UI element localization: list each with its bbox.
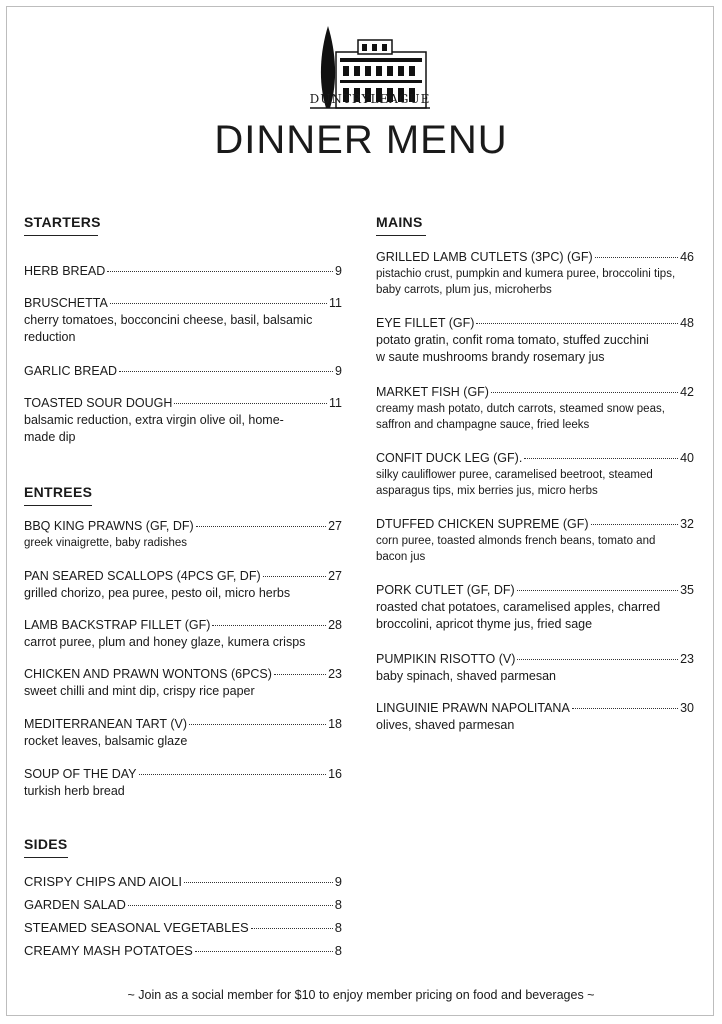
side-item: CRISPY CHIPS AND AIOLI 9 bbox=[24, 874, 342, 889]
brand-name: DUNTRYLEAGUE bbox=[309, 92, 431, 106]
starter-item: TOASTED SOUR DOUGH 11 balsamic reduction, extra virgin olive oil, home- made dip bbox=[24, 396, 342, 444]
main-item: PUMPIKIN RISOTTO (V) 23 baby spinach, shaved parmesan bbox=[376, 652, 694, 683]
starter-item: HERB BREAD 9 bbox=[24, 264, 342, 278]
starter-item: GARLIC BREAD 9 bbox=[24, 364, 342, 378]
starter-item: BRUSCHETTA 11 cherry tomatoes, bocconcini cheese, basil, balsamic reduction bbox=[24, 296, 342, 344]
side-item: GARDEN SALAD 8 bbox=[24, 897, 342, 912]
main-item: MARKET FISH (GF) 42 creamy mash potato, dutch carrots, steamed snow peas, saffron and champagne sauce, fried leeks bbox=[376, 385, 694, 431]
page-title: DINNER MENU bbox=[214, 118, 508, 162]
sides-heading: SIDES bbox=[24, 836, 68, 858]
main-item: EYE FILLET (GF) 48 potato gratin, confit roma tomato, stuffed zucchini w saute mushrooms brandy rosemary jus bbox=[376, 316, 694, 364]
main-item: GRILLED LAMB CUTLETS (3PC) (GF) 46 pistachio crust, pumpkin and kumera puree, broccolini tips, baby carrots, plum jus, microherbs bbox=[376, 250, 694, 296]
membership-footer: ~ Join as a social member for $10 to enjoy member pricing on food and beverages ~ bbox=[127, 988, 595, 1002]
main-item: LINGUINIE PRAWN NAPOLITANA 30 olives, shaved parmesan bbox=[376, 701, 694, 732]
mains-heading: MAINS bbox=[376, 214, 426, 236]
entrees-heading: ENTREES bbox=[24, 484, 92, 506]
starters-heading: STARTERS bbox=[24, 214, 98, 236]
entree-item: MEDITERRANEAN TART (V) 18 rocket leaves, balsamic glaze bbox=[24, 717, 342, 748]
side-item: CREAMY MASH POTATOES 8 bbox=[24, 943, 342, 958]
main-item: PORK CUTLET (GF, DF) 35 roasted chat potatoes, caramelised apples, charred broccolini, apricot thyme jus, fried sage bbox=[376, 583, 694, 631]
main-item: DTUFFED CHICKEN SUPREME (GF) 32 corn puree, toasted almonds french beans, tomato and bacon jus bbox=[376, 517, 694, 563]
entree-item: LAMB BACKSTRAP FILLET (GF) 28 carrot puree, plum and honey glaze, kumera crisps bbox=[24, 618, 342, 649]
entree-item: SOUP OF THE DAY 16 turkish herb bread bbox=[24, 767, 342, 798]
entree-item: BBQ KING PRAWNS (GF, DF) 27 greek vinaigrette, baby radishes bbox=[24, 519, 342, 549]
main-item: CONFIT DUCK LEG (GF). 40 silky cauliflower puree, caramelised beetroot, steamed asparagus tips, mix berries jus, micro herbs bbox=[376, 451, 694, 497]
entree-item: CHICKEN AND PRAWN WONTONS (6PCS) 23 sweet chilli and mint dip, crispy rice paper bbox=[24, 667, 342, 698]
entree-item: PAN SEARED SCALLOPS (4PCS GF, DF) 27 grilled chorizo, pea puree, pesto oil, micro herbs bbox=[24, 569, 342, 600]
side-item: STEAMED SEASONAL VEGETABLES 8 bbox=[24, 920, 342, 935]
